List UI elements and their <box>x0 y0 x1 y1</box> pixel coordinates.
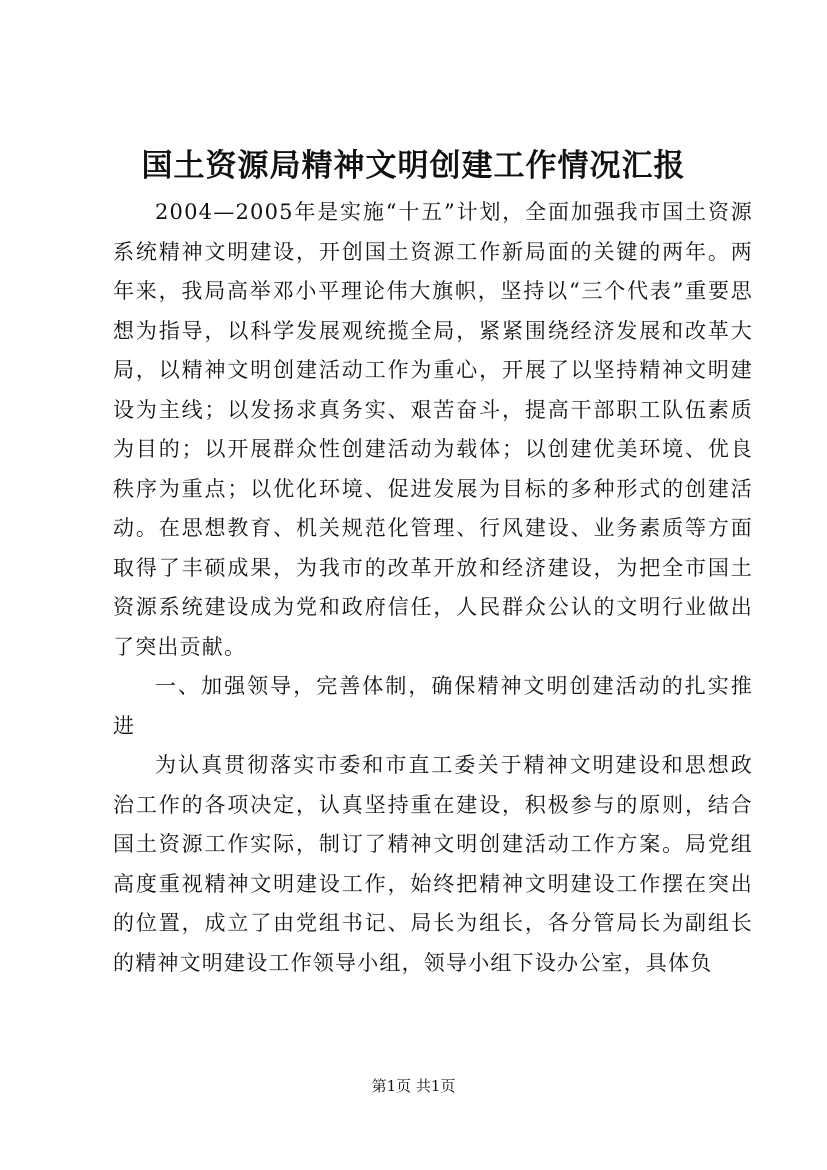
page-footer: 第1页 共1页 <box>371 1077 456 1095</box>
document-title: 国土资源局精神文明创建工作情况汇报 <box>141 148 686 184</box>
section-paragraph: 为认真贯彻落实市委和市直工委关于精神文明建设和思想政治工作的各项决定，认真坚持重在建设，积极参与的原则，结合国土资源工作实际，制订了精神文明创建活动工作方案。局党组高度重视精神文明建设工作，始终把精神文明建设工作摆在突出的位置，成立了由党组书记、局长为组长，各分管局长为副组长的精神文明建设工作领导小组，领导小组下设办公室，具体负 <box>113 753 753 975</box>
section-heading: 一、加强领导，完善体制，确保精神文明创建活动的扎实推进 <box>113 674 753 738</box>
intro-paragraph: 2004—2005年是实施“十五”计划，全面加强我市国土资源系统精神文明建设，开创国土资源工作新局面的关键的两年。两年来，我局高举邓小平理论伟大旗帜，坚持以“三个代表”重要思想为指导，以科学发展观统揽全局，紧紧围绕经济发展和改革大局，以精神文明创建活动工作为重心，开展了以坚持精神文明建设为主线；以发扬求真务实、艰苦奋斗，提高干部职工队伍素质为目的；以开展群众性创建活动为载体；以创建优美环境、优良秩序为重点；以优化环境、促进发展为目标的多种形式的创建活动。在思想教育、机关规范化管理、行风建设、业务素质等方面取得了丰硕成果，为我市的改革开放和经济建设，为把全市国土资源系统建设成为党和政府信任，人民群众公认的文明行业做出了突出贡献。 <box>113 200 753 659</box>
document-body <box>113 193 753 983</box>
